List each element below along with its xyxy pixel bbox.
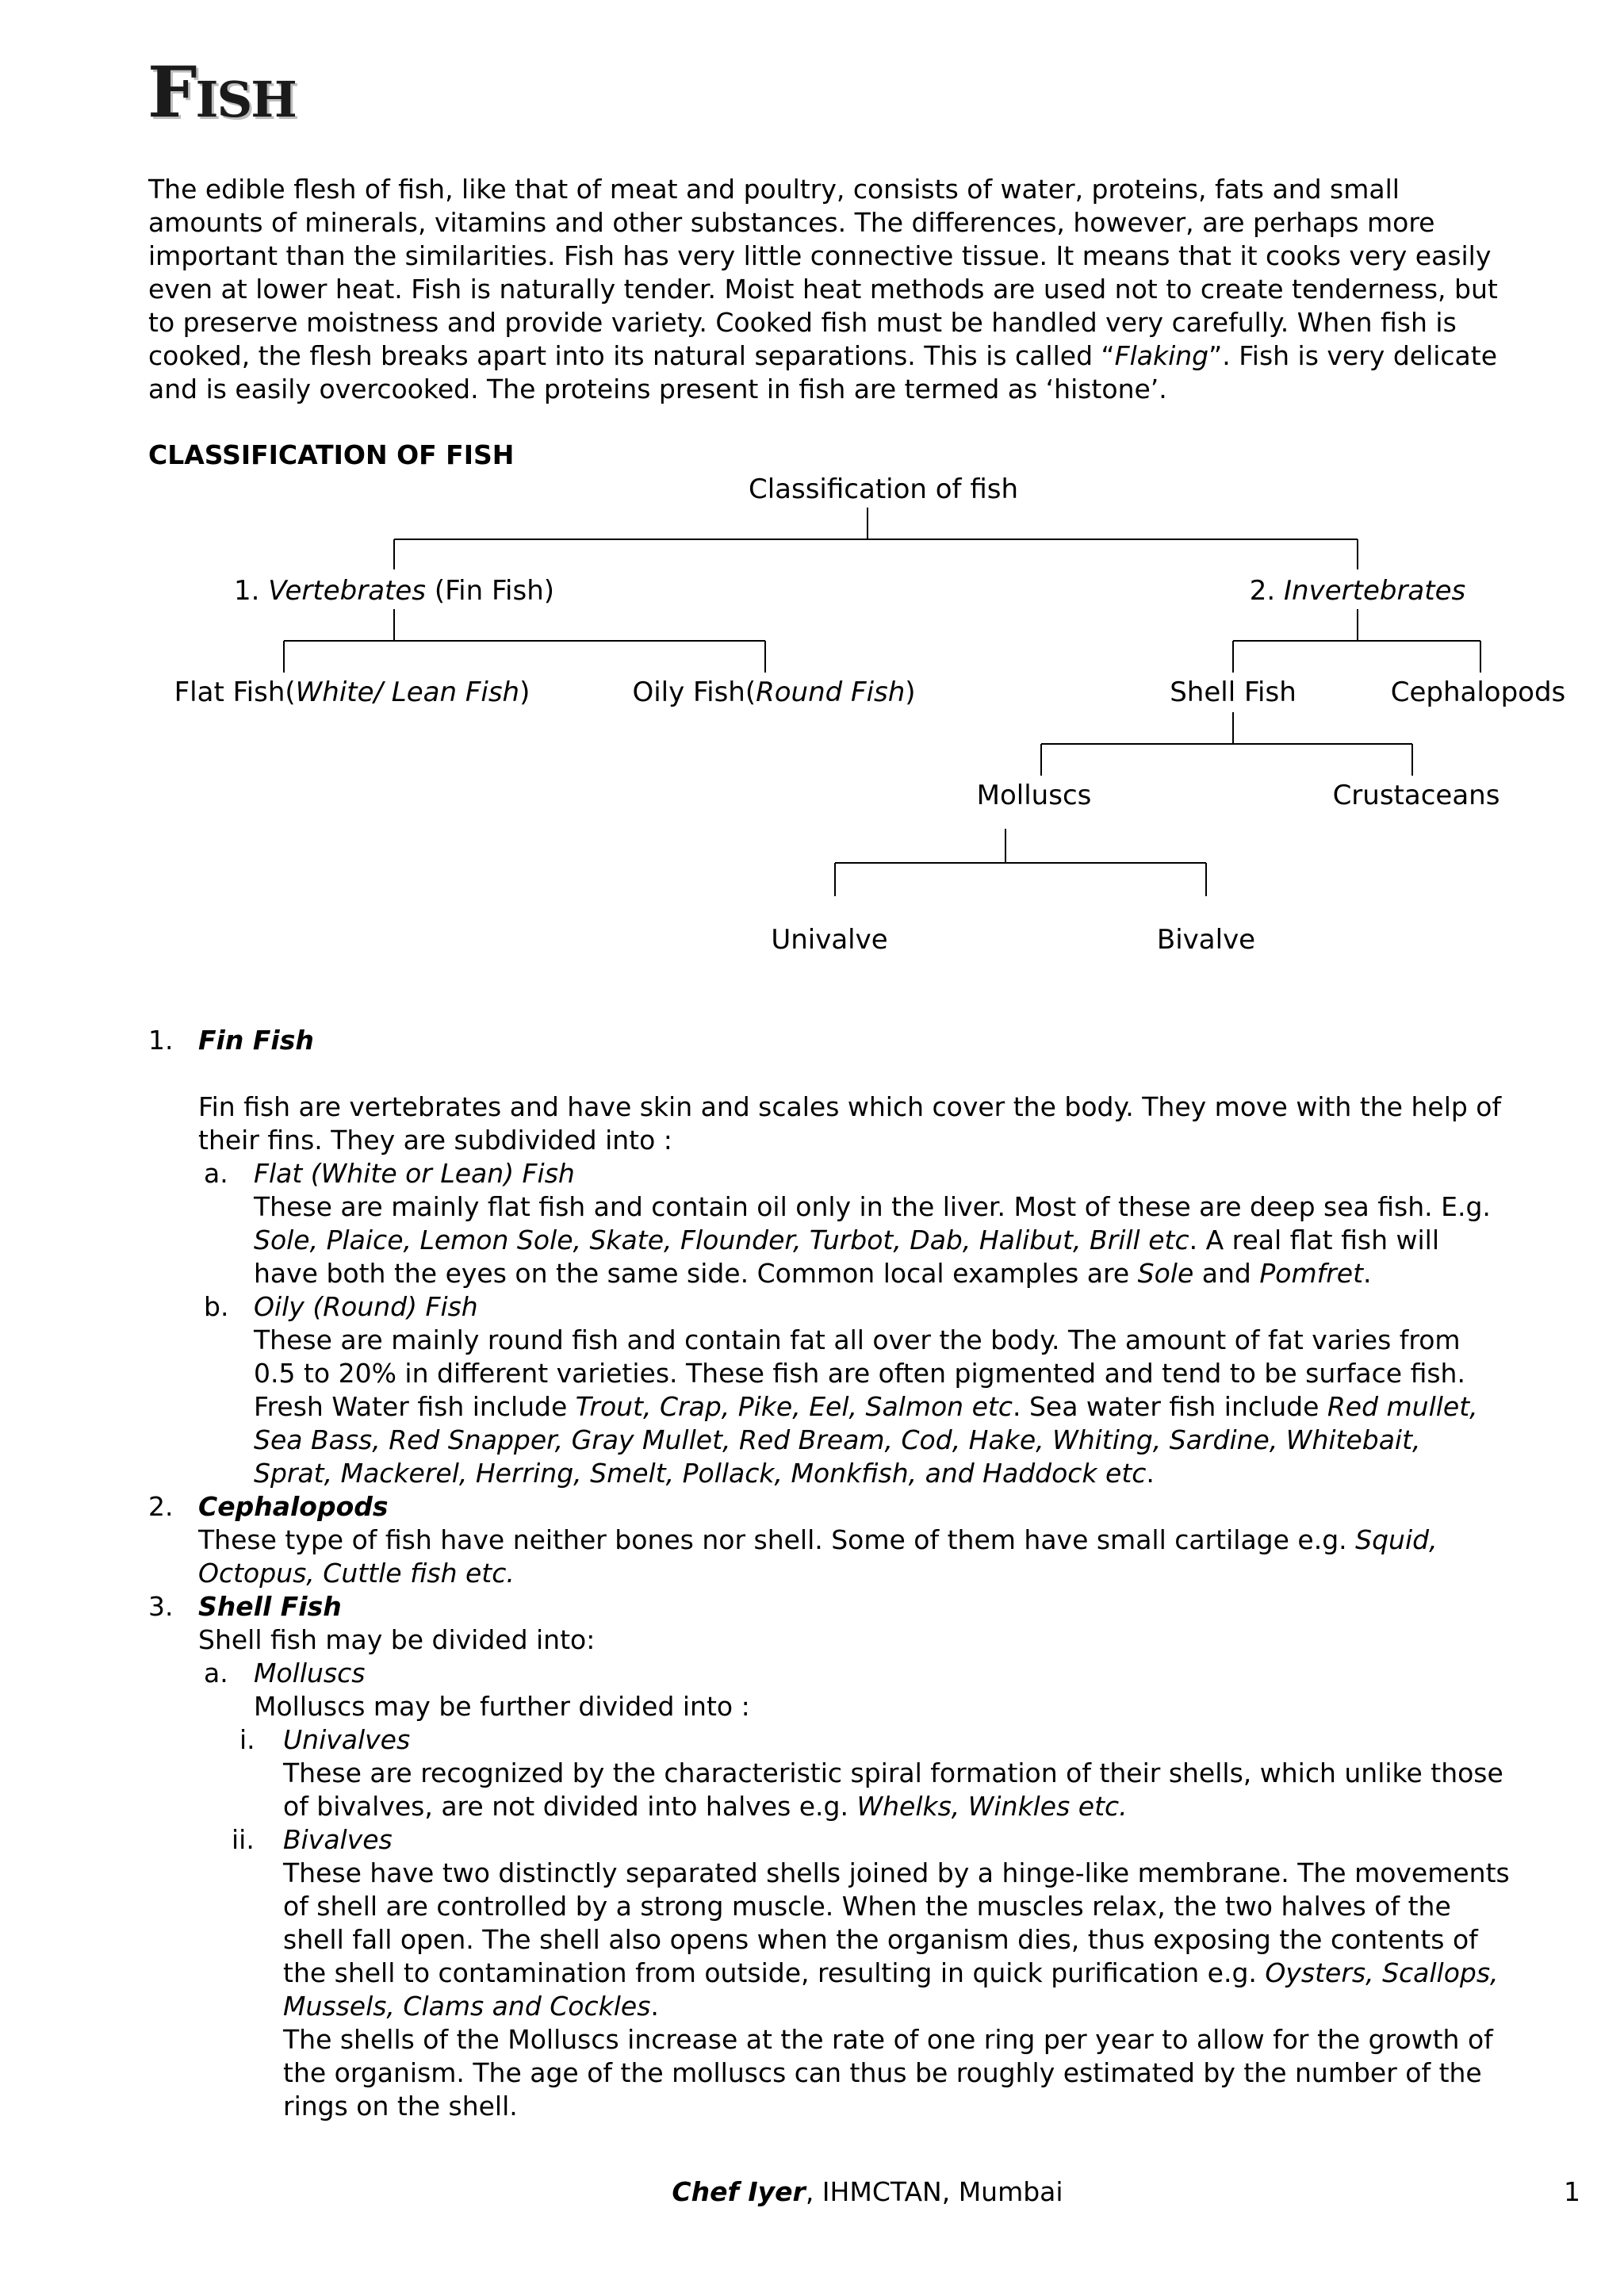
tree-node-oily-fish: Oily Fish(Round Fish) bbox=[632, 677, 916, 708]
item-title: Univalves bbox=[283, 1724, 411, 1755]
tree-node-cephalopods: Cephalopods bbox=[1390, 677, 1566, 708]
fin-fish-intro bbox=[198, 1091, 1589, 1157]
cephalopods-section bbox=[198, 1490, 1589, 1590]
section-heading-cephalopods: Cephalopods bbox=[198, 1491, 389, 1522]
item-title: Oily (Round) Fish bbox=[254, 1291, 478, 1322]
tree-node-invertebrates: 2. Invertebrates bbox=[1249, 575, 1466, 607]
text-line: These type of fish have neither bones nor shell. Some of them have small cartilage e.g. Squid, bbox=[198, 1524, 1438, 1555]
intro-line: and is easily overcooked. The proteins present in fish are termed as ‘histone’. bbox=[148, 374, 1167, 404]
text-line: Octopus, Cuttle fish etc. bbox=[198, 1558, 515, 1589]
tree-node-vertebrates: 1. Vertebrates (Fin Fish) bbox=[233, 575, 555, 607]
title-rest: ISH bbox=[195, 71, 296, 128]
text-line: the shell to contamination from outside, resulting in quick purification e.g. Oysters, Scallops, bbox=[283, 1957, 1499, 1988]
list-marker: ii. bbox=[232, 1824, 255, 1855]
text-line: the organism. The age of the molluscs can thus be roughly estimated by the number of the bbox=[283, 2057, 1482, 2088]
tree-node-bivalve: Bivalve bbox=[1156, 924, 1256, 956]
section-number: 3. bbox=[148, 1591, 174, 1622]
classification-heading: CLASSIFICATION OF FISH bbox=[148, 439, 515, 470]
text-line: Sea Bass, Red Snapper, Gray Mullet, Red Bream, Cod, Hake, Whiting, Sardine, Whitebait, bbox=[254, 1424, 1421, 1455]
text-line: Sprat, Mackerel, Herring, Smelt, Pollack, Monkfish, and Haddock etc. bbox=[254, 1458, 1155, 1489]
intro-line: even at lower heat. Fish is naturally tender. Moist heat methods are used not to create tenderness, but bbox=[148, 274, 1498, 305]
list-marker: a. bbox=[204, 1658, 228, 1688]
shell-fish-section bbox=[198, 1590, 1589, 1657]
text-line: Shell fish may be divided into: bbox=[198, 1624, 596, 1655]
intro-line: amounts of minerals, vitamins and other substances. The differences, however, are perhaps more bbox=[148, 207, 1435, 238]
page-footer bbox=[672, 2175, 1063, 2209]
intro-line: to preserve moistness and provide variety. Cooked fish must be handled very carefully. When fish is bbox=[148, 307, 1457, 338]
section-number: 1. bbox=[148, 1025, 174, 1056]
text-line: Mussels, Clams and Cockles. bbox=[283, 1991, 659, 2022]
text-line: These are mainly round fish and contain fat all over the body. The amount of fat varies from bbox=[254, 1324, 1461, 1355]
section-heading-fin-fish: Fin Fish bbox=[198, 1025, 314, 1056]
molluscs-item bbox=[254, 1657, 1589, 1723]
tree-node-flat-fish: Flat Fish(White/ Lean Fish) bbox=[174, 677, 530, 708]
flat-fish-item bbox=[254, 1157, 1589, 1290]
text-line: Fresh Water fish include Trout, Crap, Pike, Eel, Salmon etc. Sea water fish include Red mullet, bbox=[254, 1391, 1478, 1422]
text-line: Molluscs may be further divided into : bbox=[254, 1691, 750, 1722]
text-line: The shells of the Molluscs increase at the rate of one ring per year to allow for the growth of bbox=[283, 2024, 1493, 2055]
list-marker: b. bbox=[204, 1291, 229, 1322]
tree-node-crustaceans: Crustaceans bbox=[1332, 780, 1500, 811]
tree-node-root: Classification of fish bbox=[748, 473, 1019, 505]
text-line: of bivalves, are not divided into halves e.g. Whelks, Winkles etc. bbox=[283, 1791, 1128, 1822]
tree-node-univalve: Univalve bbox=[771, 924, 888, 956]
list-marker: i. bbox=[239, 1724, 255, 1755]
text-line: These have two distinctly separated shells joined by a hinge-like membrane. The movements bbox=[283, 1857, 1510, 1888]
title-initial: F bbox=[147, 51, 196, 133]
text-line: their fins. They are subdivided into : bbox=[198, 1125, 672, 1156]
text-line: Sole, Plaice, Lemon Sole, Skate, Flounder, Turbot, Dab, Halibut, Brill etc. A real flat fish will bbox=[254, 1225, 1439, 1255]
intro-line: cooked, the flesh breaks apart into its natural separations. This is called “Flaking”. Fish is very delicate bbox=[148, 340, 1498, 371]
list-marker: a. bbox=[204, 1158, 228, 1189]
page-number: 1 bbox=[1564, 2176, 1580, 2207]
text-line: These are recognized by the characteristic spiral formation of their shells, which unlike those bbox=[283, 1757, 1503, 1788]
intro-line: The edible flesh of fish, like that of meat and poultry, consists of water, proteins, fats and small bbox=[148, 174, 1400, 205]
intro-line: important than the similarities. Fish has very little connective tissue. It means that it cooks very easily bbox=[148, 240, 1492, 271]
text-line: of shell are controlled by a strong muscle. When the muscles relax, the two halves of the bbox=[283, 1891, 1451, 1922]
section-heading-shell-fish: Shell Fish bbox=[198, 1591, 342, 1622]
tree-node-shell-fish: Shell Fish bbox=[1170, 677, 1297, 708]
section-number: 2. bbox=[148, 1491, 174, 1522]
item-title: Molluscs bbox=[254, 1658, 366, 1688]
bivalves-item bbox=[283, 1823, 1589, 2123]
text-line: Fin fish are vertebrates and have skin and scales which cover the body. They move with the help of bbox=[198, 1091, 1502, 1122]
item-title: Flat (White or Lean) Fish bbox=[254, 1158, 575, 1189]
univalves-item bbox=[283, 1723, 1589, 1823]
oily-fish-item bbox=[254, 1290, 1589, 1490]
text-line: These are mainly flat fish and contain oil only in the liver. Most of these are deep sea fish. E.g. bbox=[254, 1191, 1491, 1222]
text-line: 0.5 to 20% in different varieties. These fish are often pigmented and tend to be surface fish. bbox=[254, 1358, 1465, 1389]
footer-institution: , IHMCTAN, Mumbai bbox=[805, 2176, 1063, 2207]
text-line: have both the eyes on the same side. Common local examples are Sole and Pomfret. bbox=[254, 1258, 1372, 1289]
item-title: Bivalves bbox=[283, 1824, 393, 1855]
text-line: shell fall open. The shell also opens when the organism dies, thus exposing the contents of bbox=[283, 1924, 1478, 1955]
tree-node-molluscs: Molluscs bbox=[976, 780, 1092, 811]
text-line: rings on the shell. bbox=[283, 2091, 518, 2122]
footer-author: Chef Iyer bbox=[672, 2176, 806, 2207]
